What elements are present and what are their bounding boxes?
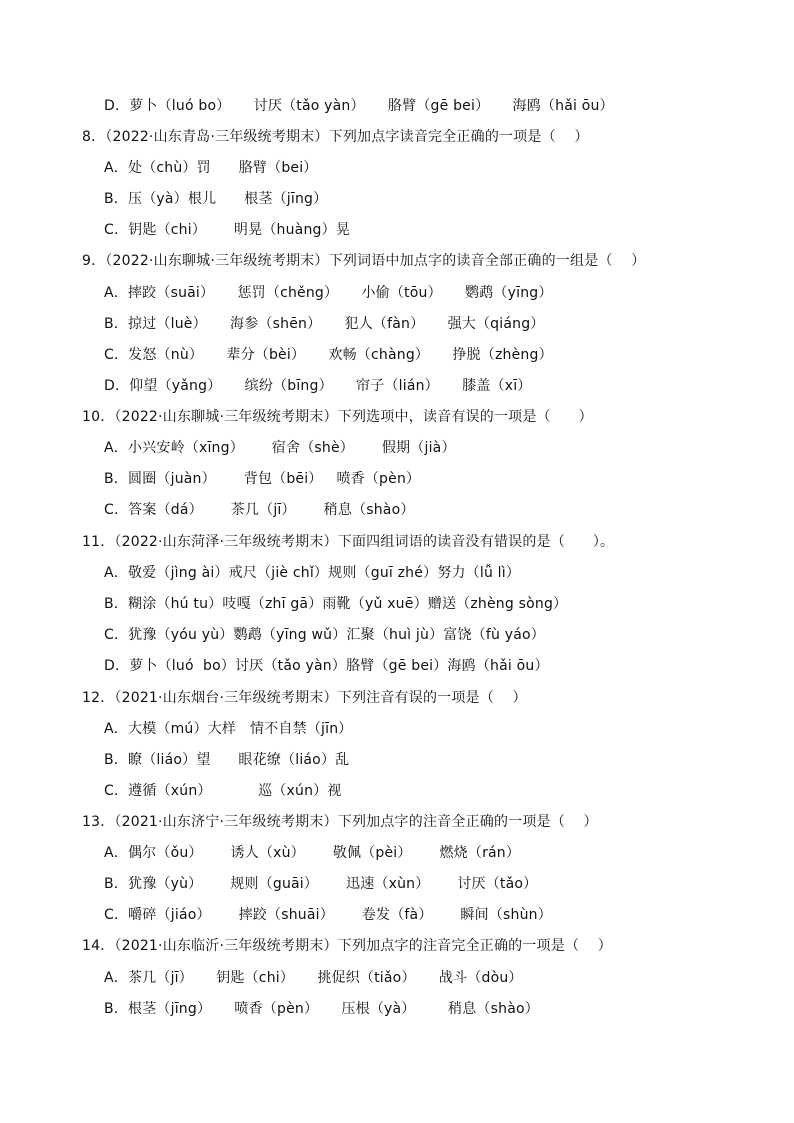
option-line: B．圆圈（juàn） 背包（bēi） 喷香（pèn） — [104, 471, 421, 487]
option-line: A．小兴安岭（xīng） 宿舍（shè） 假期（jià） — [104, 440, 456, 456]
option-line: C．发怒（nù） 辈分（bèi） 欢畅（chàng） 挣脱（zhèng） — [104, 347, 553, 363]
option-line: B．糊涂（hú tu）吱嘎（zhī gā）雨靴（yǔ xuē）赠送（zhèng sòng） — [104, 596, 568, 612]
option-line: D．仰望（yǎng） 缤纷（bīng） 帘子（lián） 膝盖（xī） — [104, 378, 532, 394]
question-line: 10．（2022·山东聊城·三年级统考期末）下列选项中，读音有误的一项是（ ） — [82, 409, 593, 425]
option-line: A．偶尔（ǒu） 诱人（xù） 敬佩（pèi） 燃烧（rán） — [104, 845, 521, 861]
question-line: 12．（2021·山东烟台·三年级统考期末）下列注音有误的一项是（ ） — [82, 690, 527, 706]
option-line: C．遵循（xún） 巡（xún）视 — [104, 783, 342, 799]
option-line: A．茶几（jī） 钥匙（chi） 挑促织（tiǎo） 战斗（dòu） — [104, 970, 523, 986]
option-line: D．萝卜（luó bo）讨厌（tǎo yàn）胳臂（gē bei）海鸥（hǎi ōu） — [104, 658, 549, 674]
option-line: B．压（yà）根儿 根茎（jīng） — [104, 191, 328, 207]
question-line: 9．（2022·山东聊城·三年级统考期末）下列词语中加点字的读音全部正确的一组是（ ） — [82, 253, 646, 269]
option-line: C．钥匙（chi） 明晃（huàng）晃 — [104, 222, 351, 238]
option-line: A．大模（mú）大样 情不自禁（jīn） — [104, 721, 353, 737]
option-line: A．处（chù）罚 胳臂（bei） — [104, 160, 318, 176]
option-line: A．敬爱（jìng ài）戒尺（jiè chǐ）规则（guī zhé）努力（lǚ lì） — [104, 565, 521, 581]
option-line: A．摔跤（suāi） 惩罚（chěng） 小偷（tōu） 鹦鹉（yīng） — [104, 285, 553, 301]
question-line: 8．（2022·山东青岛·三年级统考期末）下列加点字读音完全正确的一项是（ ） — [82, 129, 589, 145]
option-line: B．犹豫（yù） 规则（guāi） 迅速（xùn） 讨厌（tǎo） — [104, 876, 538, 892]
question-line: 14．（2021·山东临沂·三年级统考期末）下列加点字的注音完全正确的一项是（ ） — [82, 938, 612, 954]
option-line: C．犹豫（yóu yù）鹦鹉（yīng wǔ）汇聚（huì jù）富饶（fù yáo） — [104, 627, 545, 643]
option-line: B．掠过（luè） 海参（shēn） 犯人（fàn） 强大（qiáng） — [104, 316, 545, 332]
option-line: B．瞭（liáo）望 眼花缭（liáo）乱 — [104, 752, 350, 768]
question-line: 11．（2022·山东菏泽·三年级统考期末）下面四组词语的读音没有错误的是（ ）。 — [82, 534, 615, 550]
option-line: C．答案（dá） 茶几（jī） 稍息（shào） — [104, 502, 415, 518]
option-line: D．萝卜（luó bo） 讨厌（tǎo yàn） 胳臂（gē bei） 海鸥（hǎi ōu） — [104, 98, 614, 114]
option-line: B．根茎（jīng） 喷香（pèn） 压根（yà） 稍息（shào） — [104, 1001, 539, 1017]
option-line: C．嚼碎（jiáo） 摔跤（shuāi） 卷发（fà） 瞬间（shùn） — [104, 907, 552, 923]
question-line: 13．（2021·山东济宁·三年级统考期末）下列加点字的注音全正确的一项是（ ） — [82, 814, 598, 830]
